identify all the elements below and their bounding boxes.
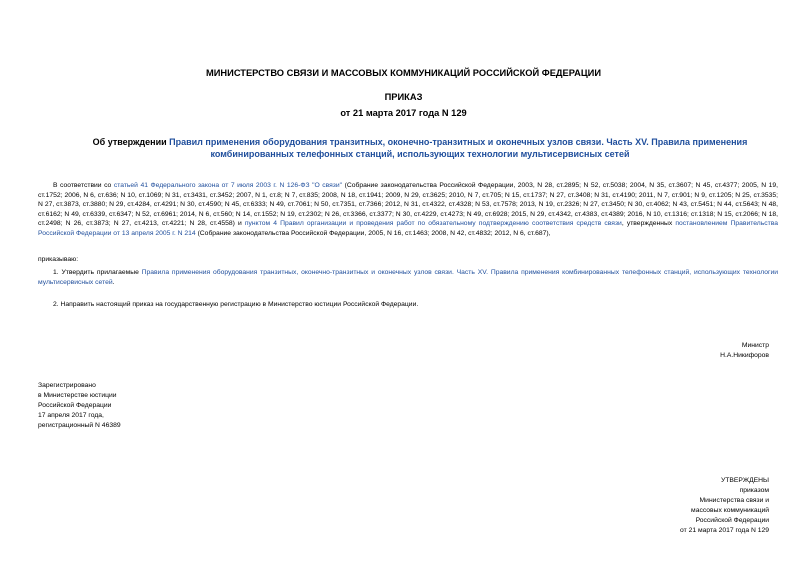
item1-text-2: . [112,278,115,286]
registration-line: в Министерстве юстиции [38,392,117,399]
signer-position: Министр [741,342,769,349]
law-link[interactable]: статьей 41 Федерального закона от 7 июля 2003 г. N 126-ФЗ "О связи" [113,182,343,189]
approved-line: УТВЕРЖДЕНЫ [721,477,769,484]
registration-line: Зарегистрировано [38,382,96,389]
orders-label: приказываю: [38,256,79,263]
registration-line: 17 апреля 2017 года, [38,412,104,419]
preamble-paragraph [38,181,778,239]
resolution-link[interactable]: постановлением Правительства Российской Федерации от 13 апреля 2005 г. N 214 [38,220,778,237]
rules-link[interactable]: пунктом 4 Правил организации и проведения работ по обязательному подтверждению соответствия средств связи [244,220,622,228]
ministry-name: МИНИСТЕРСТВО СВЯЗИ И МАССОВЫХ КОММУНИКАЦИЙ РОССИЙСКОЙ ФЕДЕРАЦИИ [206,68,601,78]
approved-rules-link[interactable]: Правила применения оборудования транзитных, оконечно-транзитных и оконечных узлов связи. Часть XV. Правила применения комбинированных телефонных станций, использующих технологии мультисервисных сетей [38,269,778,286]
registration-line: регистрационный N 46389 [38,422,121,429]
approved-block [680,476,769,536]
order-item-2: 2. Направить настоящий приказ на государственную регистрацию в Министерство юстиции Российской Федерации. [53,301,419,308]
registration-block [38,381,121,431]
preamble-text-1: В соответствии со [53,182,114,189]
signature-block [720,341,769,361]
preamble-text-3: , утвержденных [621,220,676,228]
order-item-1 [38,268,778,287]
approved-line: приказом [739,487,769,494]
approved-line: массовых коммуникаций [691,507,769,514]
document-title [60,136,780,160]
document-type: ПРИКАЗ [384,92,423,102]
signer-name: Н.А.Никифоров [720,352,769,359]
title-prefix: Об утверждении [92,137,170,147]
title-link[interactable]: Правил применения оборудования транзитных, оконечно-транзитных и оконечных узлов связи. Часть XV. Правила применения комбинированных телефонных станций, использующих технологии мультисервисных сетей [169,137,748,159]
approved-line: Министерства связи и [699,497,769,504]
document-date: от 21 марта 2017 года N 129 [340,108,467,118]
approved-line: Российской Федерации [695,517,769,524]
preamble-text-4: (Собрание законодательства Российской Федерации, 2005, N 16, ст.1463; 2008, N 42, ст.4832; 2012, N 6, ст.687), [195,229,551,237]
preamble-text-2: (Собрание законодательства Российской Федерации, 2003, N 28, ст.2895; N 52, ст.5038; 2004, N 35, ст.3607; N 45, ст.4377; 2005, N 19, ст.1752; 2006, N 6, ст.636; N 10, ст.1069; N 31, ст.3431, ст.3452; 2007, N 1, ст.8; N 7, ст.835; 2008, N 18, ст.1941; 2009, N 29, ст.3625; 2010, N 7, ст.705; N 15, ст.1737; N 27, ст.3408; N 31, ст.4190; 2011, N 7, ст.901; N 9, ст.1205; N 25, ст.3535; N 27, ст.3873, ст.3880; N 29, ст.4284, ст.4291; N 30, ст.4590; N 45, ст.6333; N 49, ст.7061; N 50, ст.7351, ст.7366; 2012, N 31, ст.4322, ст.4328; N 53, ст.7578; 2013, N 19, ст.2326; N 27, ст.3450; N 30, ст.4062; N 43, ст.5451; N 44, ст.5643; N 48, ст.6162; N 49, ст.6339, ст.6347; N 52, ст.6961; 2014, N 6, ст.560; N 14, ст.1552; N 19, ст.2302; N 26, ст.3366, ст.3377; N 30, ст.4229, ст.4273; N 49, ст.6928; 2015, N 29, ст.4342, ст.4383, ст.4389; 2016, N 10, ст.1316; ст.1318; N 15, ст.2066; N 18, ст.2498; N 26, ст.3873; N 27, ст.4213, ст.4221; N 28, ст.4558) и [38,182,779,228]
item1-text-1: 1. Утвердить прилагаемые [53,269,142,276]
approved-line: от 21 марта 2017 года N 129 [680,527,769,534]
registration-line: Российской Федерации [38,402,112,409]
